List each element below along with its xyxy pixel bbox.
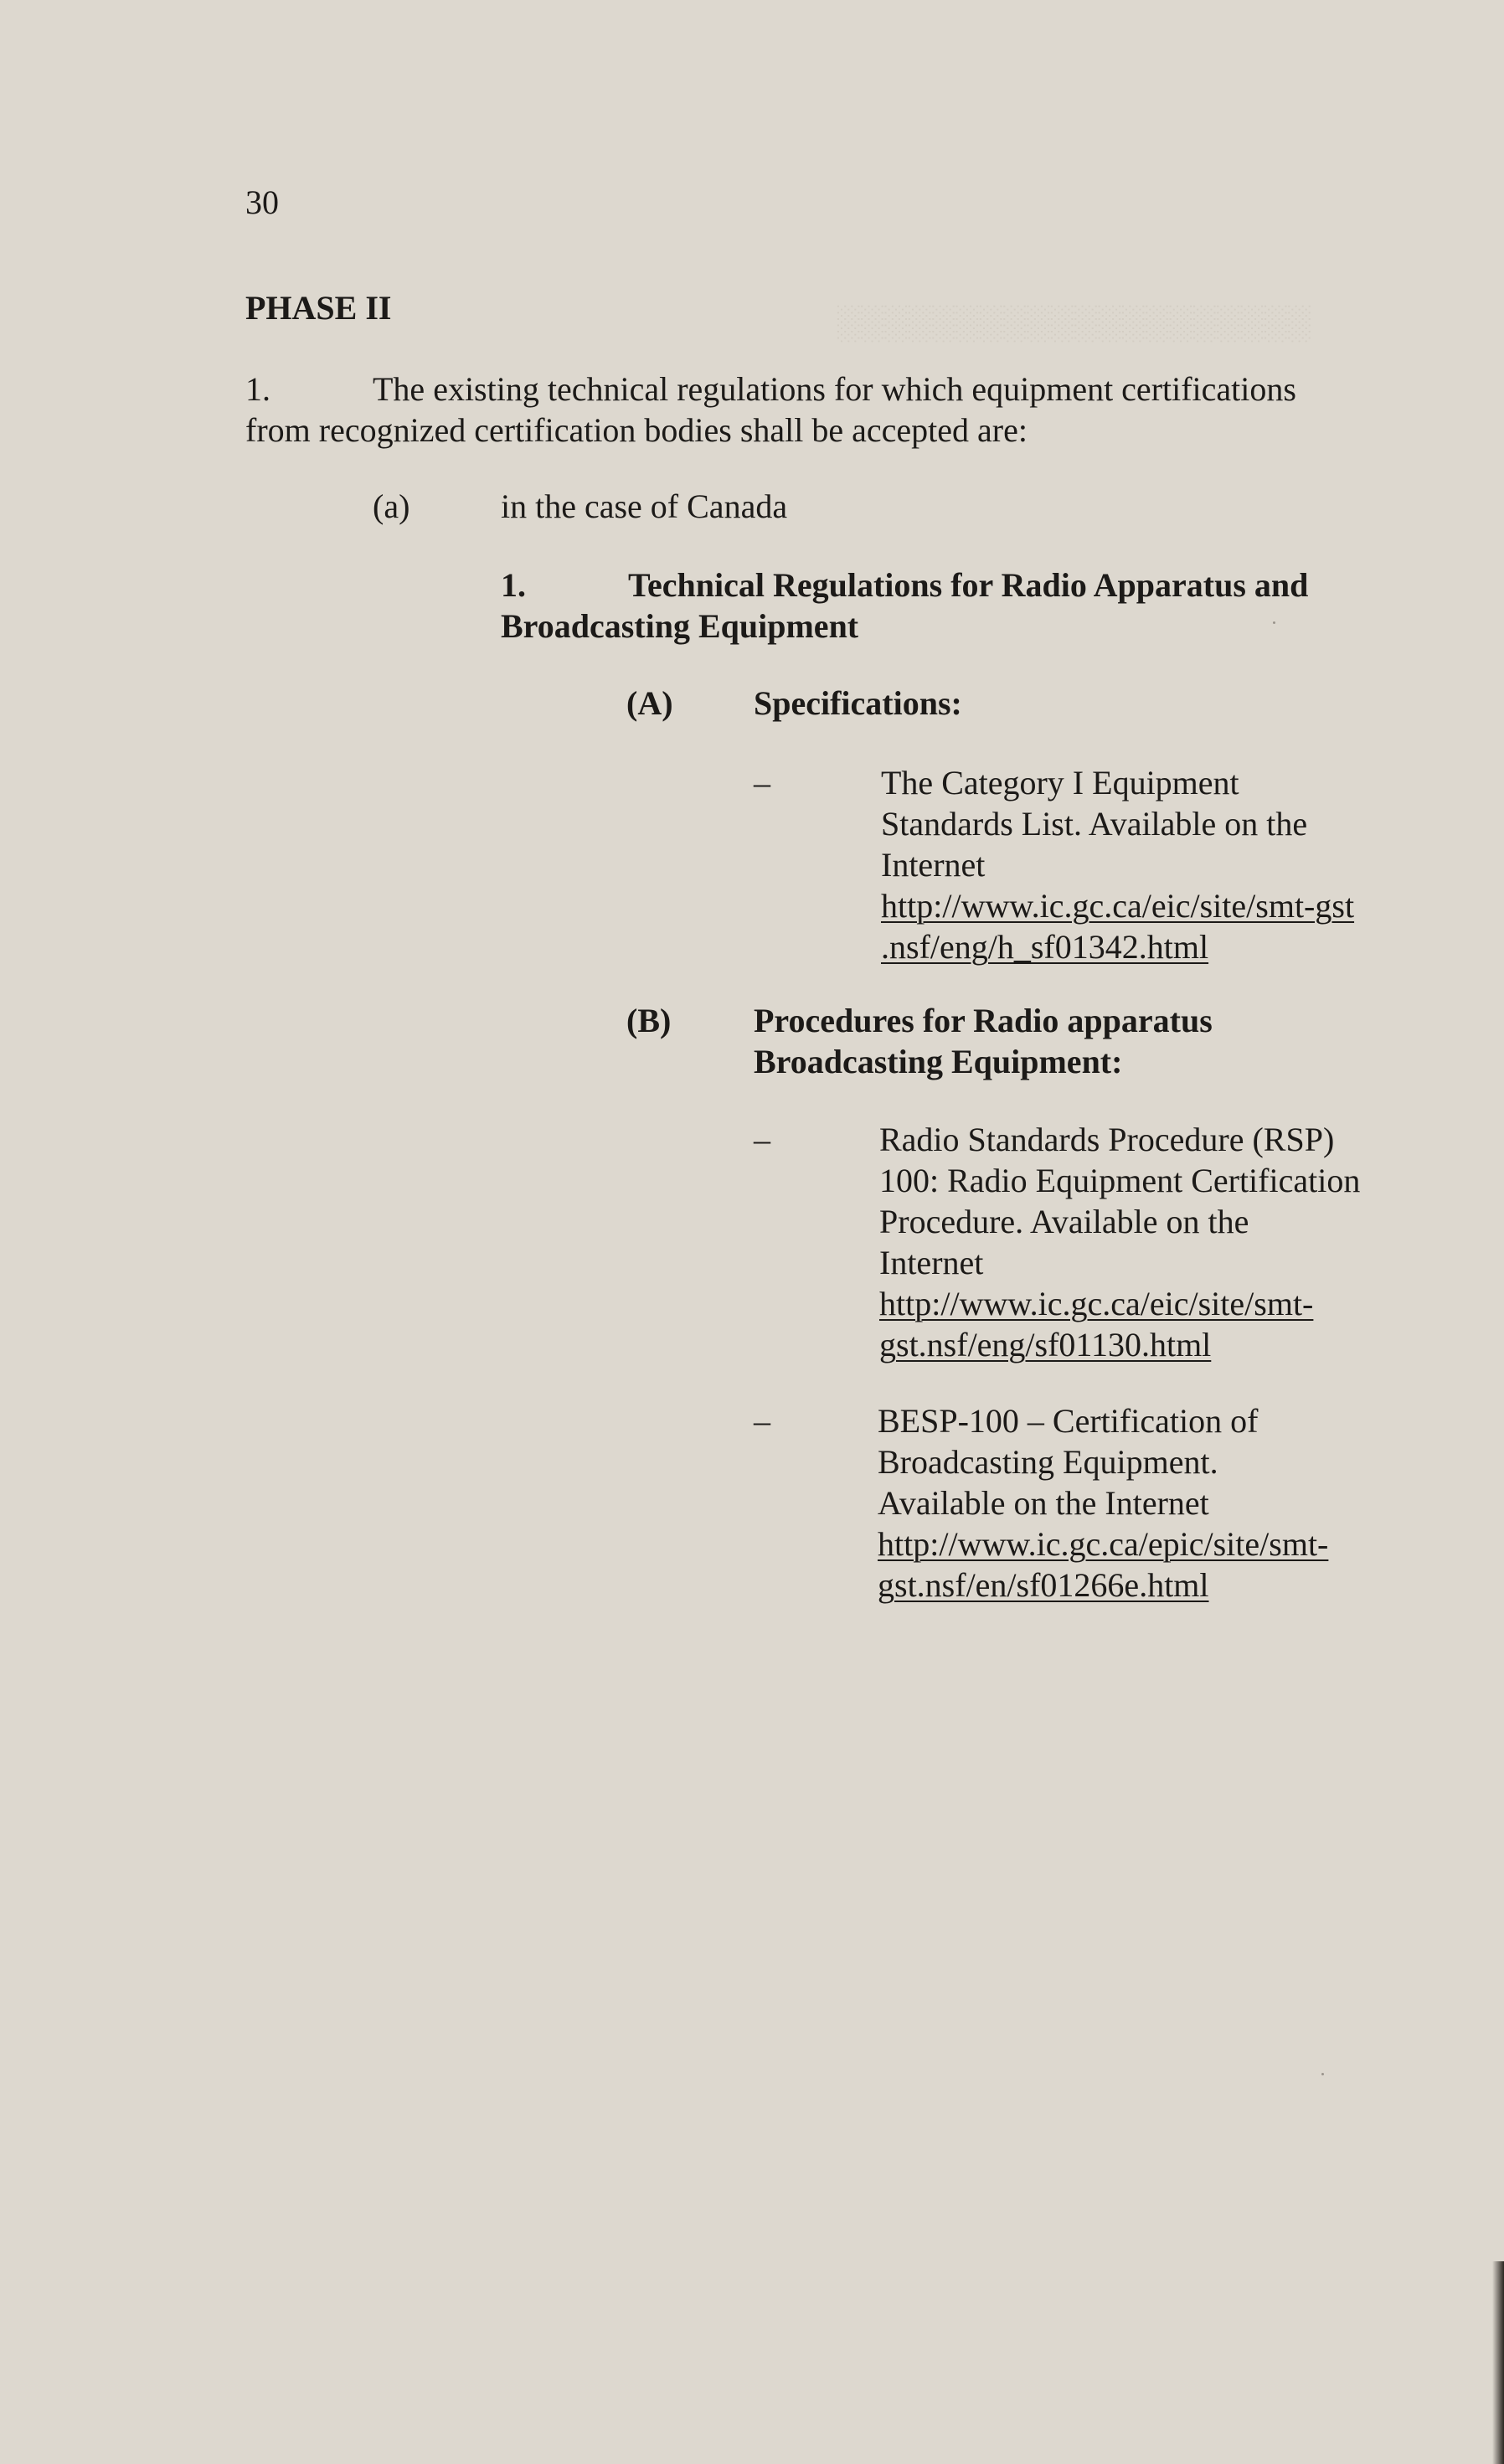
entry-b1-dash: – — [754, 1121, 770, 1158]
entry-b1-line: Procedure. Available on the — [879, 1203, 1249, 1240]
item-a-label: (a) — [373, 487, 410, 525]
para1-number: 1. — [245, 370, 270, 408]
entry-b2-line: Available on the Internet — [878, 1484, 1209, 1522]
entry-a1-line: Internet — [881, 846, 986, 884]
section-b-title-line2: Broadcasting Equipment: — [754, 1043, 1123, 1080]
phase-heading: PHASE II — [245, 289, 392, 327]
entry-b1-link-line[interactable]: gst.nsf/eng/sf01130.html — [879, 1326, 1212, 1363]
page-edge-shadow — [1492, 2261, 1504, 2464]
entry-a1-line: Standards List. Available on the — [881, 805, 1308, 843]
entry-a1-text — [881, 762, 1354, 967]
page-number: 30 — [245, 183, 279, 221]
entry-b1-text — [879, 1119, 1360, 1365]
sub1-line1: Technical Regulations for Radio Apparatus and — [628, 566, 1309, 604]
entry-a1-dash: – — [754, 764, 770, 802]
entry-b1-line: 100: Radio Equipment Certification — [879, 1162, 1361, 1199]
entry-a1-link-line[interactable]: http://www.ic.gc.ca/eic/site/smt-gst — [881, 887, 1355, 925]
scan-speck — [1321, 2073, 1324, 2075]
section-a-title: Specifications: — [754, 684, 962, 722]
entry-a1-link-line[interactable]: .nsf/eng/h_sf01342.html — [881, 928, 1209, 966]
entry-a1-line: The Category I Equipment — [881, 764, 1239, 802]
sub1-number: 1. — [501, 566, 526, 604]
entry-b2-line: Broadcasting Equipment. — [878, 1443, 1218, 1481]
bleed-through-text: ░░░░░░░░░░░░░░░░░░░░ — [837, 303, 1312, 341]
scan-speck — [1273, 621, 1275, 624]
entry-b1-link-line[interactable]: http://www.ic.gc.ca/eic/site/smt- — [879, 1285, 1314, 1322]
entry-b2-link-line[interactable]: gst.nsf/en/sf01266e.html — [878, 1566, 1209, 1604]
entry-b2-line: BESP-100 – Certification of — [878, 1402, 1259, 1440]
section-b-label: (B) — [626, 1002, 672, 1039]
section-b-title-line1: Procedures for Radio apparatus — [754, 1002, 1213, 1039]
sub1-line2: Broadcasting Equipment — [501, 607, 859, 645]
entry-b2-text — [878, 1400, 1328, 1606]
item-a-text: in the case of Canada — [501, 487, 788, 525]
para1-line1: The existing technical regulations for which equipment certifications — [373, 370, 1296, 408]
entry-b2-dash: – — [754, 1402, 770, 1440]
entry-b2-link-line[interactable]: http://www.ic.gc.ca/epic/site/smt- — [878, 1525, 1329, 1563]
para1-line2: from recognized certification bodies shall be accepted are: — [245, 411, 1028, 449]
entry-b1-line: Radio Standards Procedure (RSP) — [879, 1121, 1335, 1158]
section-a-label: (A) — [626, 684, 673, 722]
entry-b1-line: Internet — [879, 1244, 984, 1281]
